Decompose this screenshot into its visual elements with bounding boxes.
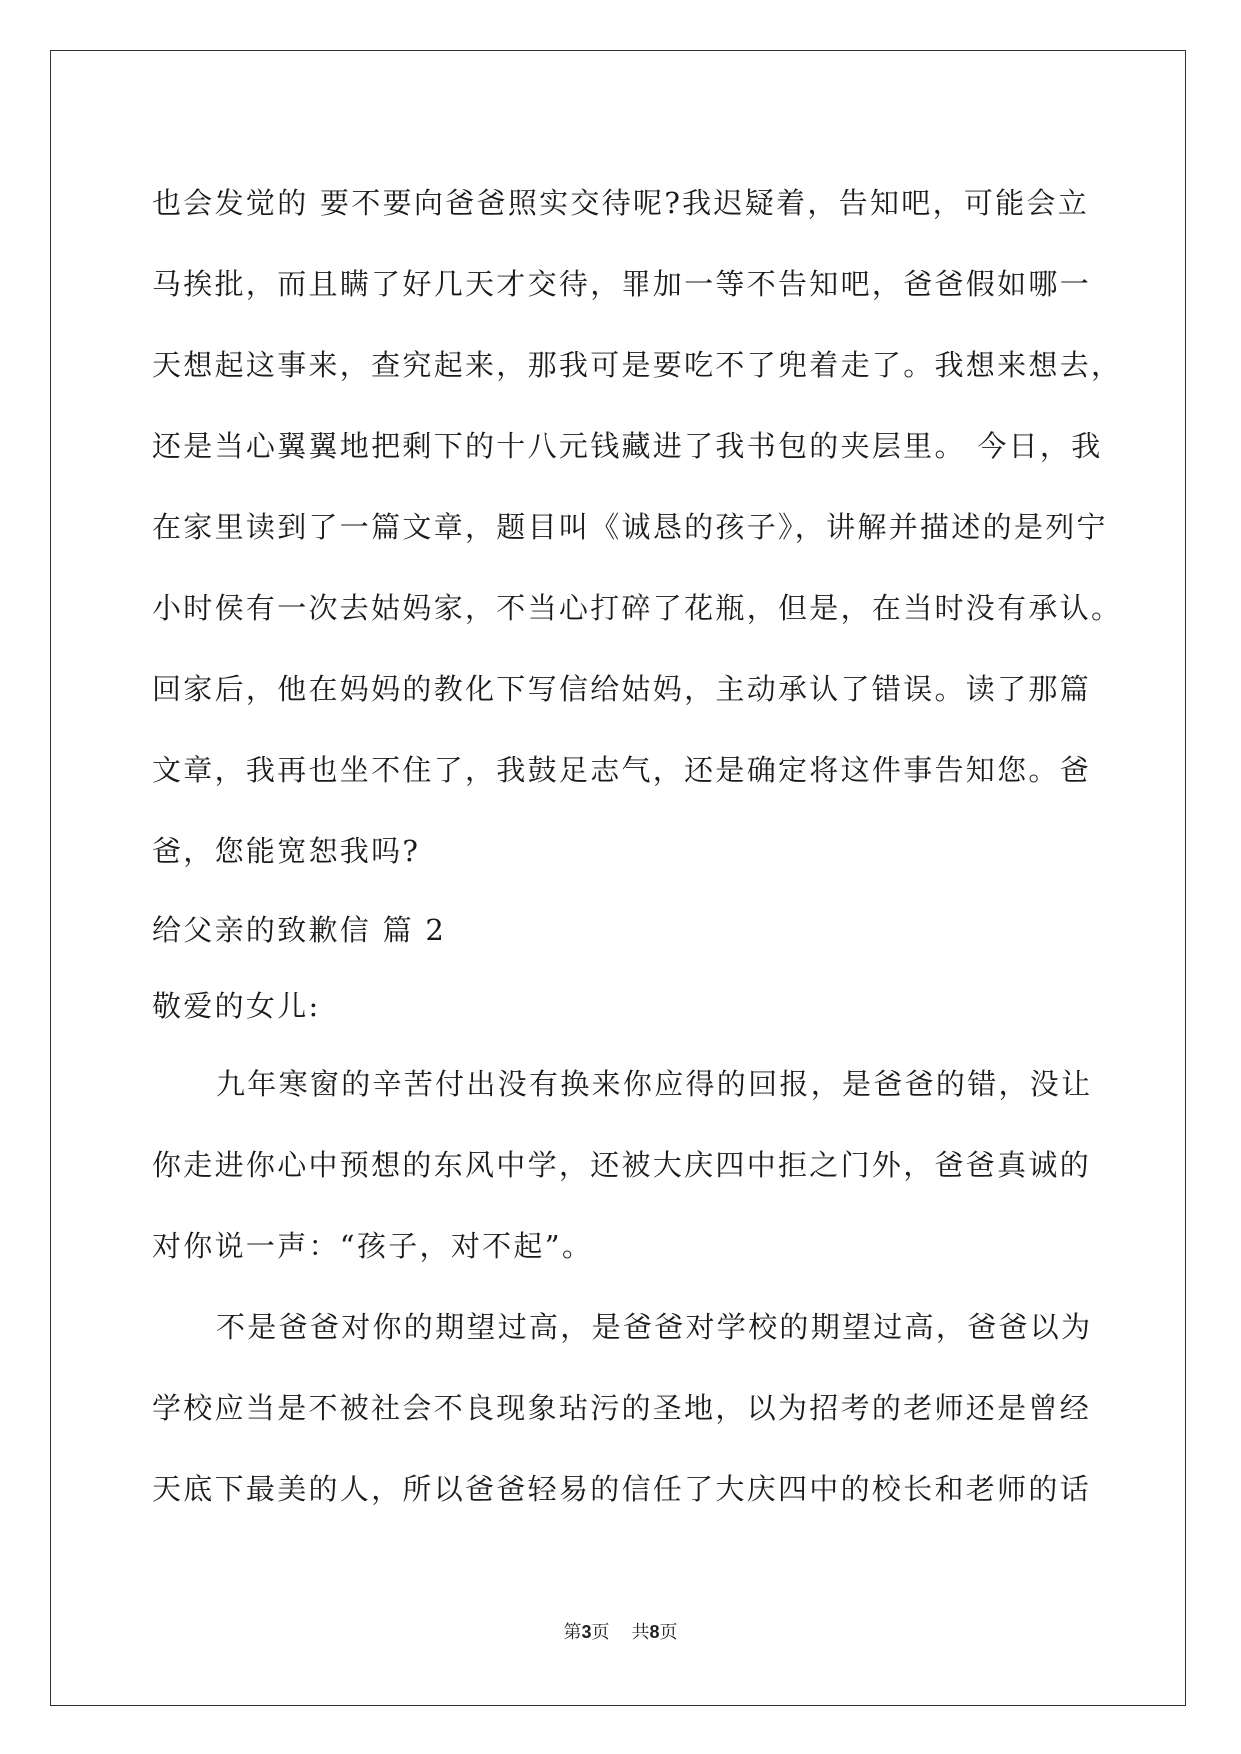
section-heading: 给父亲的致歉信 篇 2 [152, 913, 447, 947]
paragraph-line: 学校应当是不被社会不良现象玷污的圣地，以为招考的老师还是曾经 [152, 1391, 1092, 1425]
page-footer [0, 1618, 1241, 1644]
paragraph-line: 回家后，他在妈妈的教化下写信给姑妈，主动承认了错误。读了那篇 [152, 672, 1092, 706]
document-body [152, 163, 1123, 1530]
footer-total-suffix: 页 [659, 1622, 678, 1643]
paragraph-line: 天底下最美的人，所以爸爸轻易的信任了大庆四中的校长和老师的话 [152, 1472, 1092, 1506]
paragraph-line: 还是当心翼翼地把剩下的十八元钱藏进了我书包的夹层里。 今日，我 [152, 429, 1103, 463]
page-number: 3 [581, 1622, 592, 1642]
footer-page-suffix: 页 [591, 1622, 610, 1643]
paragraph-line: 爸，您能宽恕我吗? [152, 834, 421, 868]
paragraph-line: 天想起这事来，查究起来，那我可是要吃不了兜着走了。我想来想去， [152, 348, 1123, 382]
paragraph-line: 文章，我再也坐不住了，我鼓足志气，还是确定将这件事告知您。爸 [152, 753, 1092, 787]
paragraph-line: 不是爸爸对你的期望过高，是爸爸对学校的期望过高，爸爸以为 [216, 1310, 1093, 1344]
paragraph-line: 对你说一声：“孩子，对不起”。 [152, 1229, 594, 1263]
footer-total-prefix: 共 [631, 1622, 650, 1643]
paragraph-line: 马挨批，而且瞒了好几天才交待，罪加一等不告知吧，爸爸假如哪一 [152, 267, 1092, 301]
paragraph-line: 九年寒窗的辛苦付出没有换来你应得的回报，是爸爸的错，没让 [216, 1067, 1093, 1101]
page-total: 8 [649, 1622, 660, 1642]
salutation: 敬爱的女儿: [152, 989, 321, 1023]
paragraph-line: 也会发觉的 要不要向爸爸照实交待呢?我迟疑着，告知吧，可能会立 [152, 186, 1090, 220]
footer-prefix: 第 [563, 1622, 582, 1643]
paragraph-line: 在家里读到了一篇文章，题目叫《诚恳的孩子》，讲解并描述的是列宁 [152, 510, 1108, 544]
paragraph-line: 小时侯有一次去姑妈家，不当心打碎了花瓶，但是，在当时没有承认。 [152, 591, 1123, 625]
paragraph-line: 你走进你心中预想的东风中学，还被大庆四中拒之门外，爸爸真诚的 [152, 1148, 1092, 1182]
